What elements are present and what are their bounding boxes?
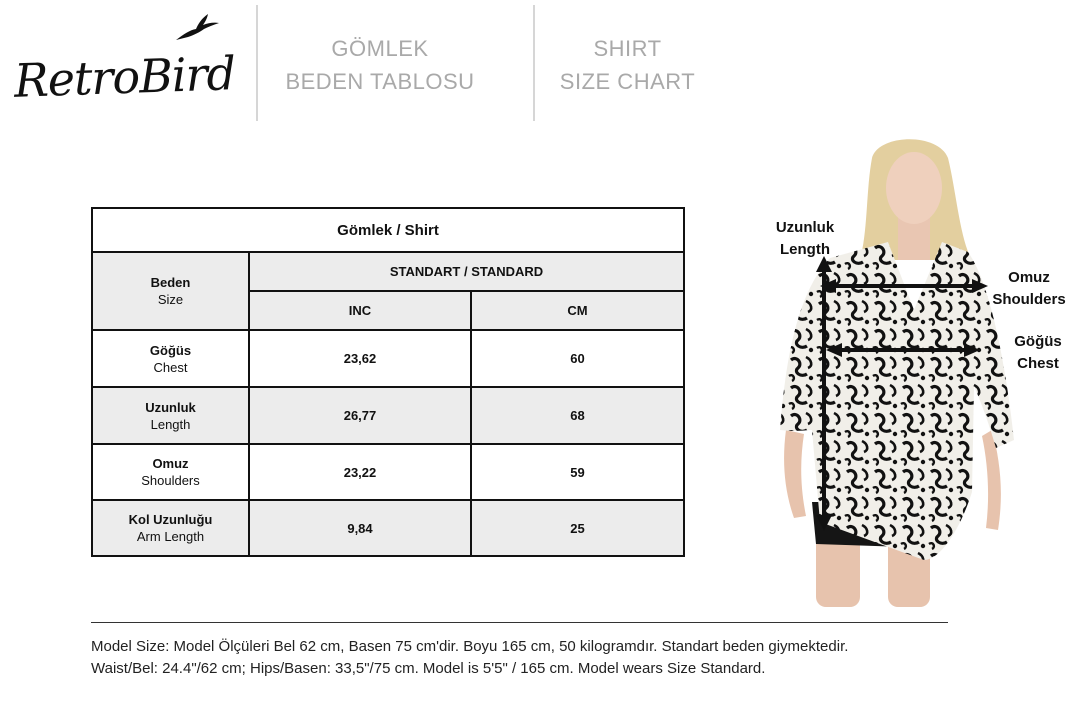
table-row <box>92 500 684 556</box>
size-table <box>91 207 685 557</box>
row-label-cell <box>92 330 249 387</box>
header-title-tr-line1: GÖMLEK <box>331 36 429 61</box>
unit-inc-header: INC <box>249 291 471 330</box>
header-title-en-line1: SHIRT <box>593 36 662 61</box>
length-label <box>765 217 845 261</box>
size-label: Beden <box>150 275 191 290</box>
size-label-en: Size <box>157 292 184 307</box>
length-label-en: Length <box>780 241 830 258</box>
header-divider <box>533 5 535 121</box>
model-size-note <box>91 636 991 680</box>
row-label: Uzunluk <box>145 399 196 415</box>
header-divider <box>256 5 258 121</box>
length-label-tr: Uzunluk <box>775 219 835 236</box>
row-inc-value: 23,22 <box>249 444 471 500</box>
table-title: Gömlek / Shirt <box>92 208 684 252</box>
row-inc-value: 9,84 <box>249 500 471 556</box>
table-row <box>92 387 684 444</box>
row-cm-value: 68 <box>471 387 684 444</box>
header-title-tr-line2: BEDEN TABLOSU <box>285 69 475 94</box>
row-inc-value: 26,77 <box>249 387 471 444</box>
header-title-tr <box>270 32 490 98</box>
chest-label-en: Chest <box>1017 355 1059 372</box>
row-cm-value: 59 <box>471 444 684 500</box>
row-label: Kol Uzunluğu <box>128 512 213 527</box>
size-header-cell <box>92 252 249 330</box>
footer-divider <box>91 622 948 623</box>
header-title-en-line2: SIZE CHART <box>559 69 696 94</box>
shoulders-label <box>990 267 1068 311</box>
row-cm-value: 60 <box>471 330 684 387</box>
model-size-line1: Model Size: Model Ölçüleri Bel 62 cm, Basen 75 cm'dir. Boyu 165 cm, 50 kilogramdır. Standart beden giymektedir. <box>91 638 849 655</box>
shoulders-label-tr: Omuz <box>1008 269 1050 286</box>
row-label-en: Shoulders <box>141 473 200 488</box>
row-label-en: Length <box>150 416 191 432</box>
row-label-cell <box>92 500 249 556</box>
table-row <box>92 444 684 500</box>
row-label: Omuz <box>152 456 189 471</box>
standard-header: STANDART / STANDARD <box>249 252 684 291</box>
table-row <box>92 330 684 387</box>
bird-icon <box>174 10 220 46</box>
unit-cm-header: CM <box>471 291 684 330</box>
row-label-cell <box>92 444 249 500</box>
row-cm-value: 25 <box>471 500 684 556</box>
chest-label-tr: Göğüs <box>1014 333 1062 350</box>
chest-label <box>1004 331 1072 375</box>
brand-name: RetroBird <box>13 46 236 108</box>
row-label: Göğüs <box>149 342 192 358</box>
header-title-en <box>545 32 710 98</box>
shoulders-label-en: Shoulders <box>992 291 1066 308</box>
row-inc-value: 23,62 <box>249 330 471 387</box>
row-label-en: Arm Length <box>136 529 205 544</box>
row-label-cell <box>92 387 249 444</box>
model-size-line2: Waist/Bel: 24.4"/62 cm; Hips/Basen: 33,5"/75 cm. Model is 5'5" / 165 cm. Model wears Size Standard. <box>91 660 766 677</box>
row-label-en: Chest <box>153 359 188 375</box>
brand-logo <box>13 8 236 108</box>
